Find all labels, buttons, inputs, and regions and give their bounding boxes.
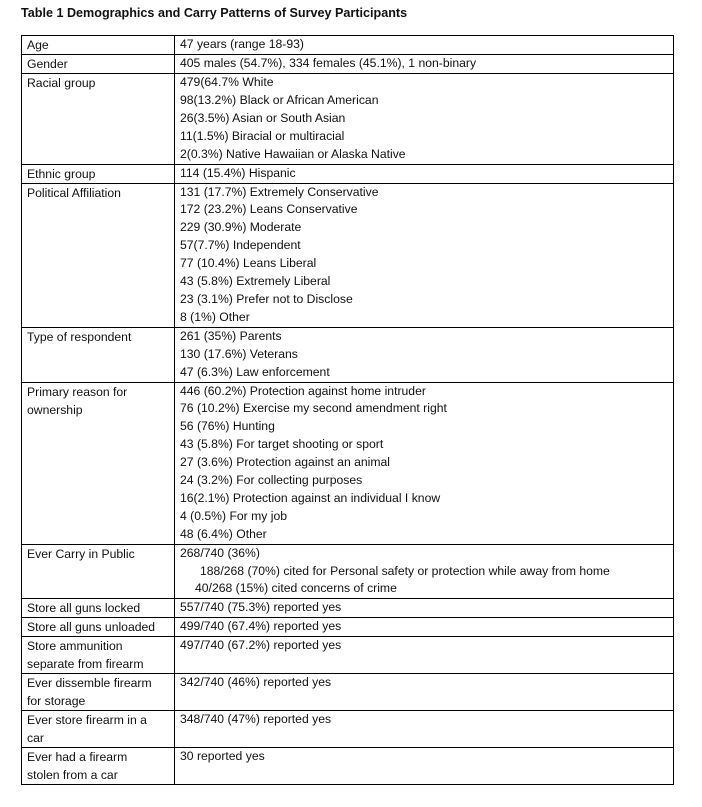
row-label bbox=[22, 674, 175, 711]
value-line: 172 (23.2%) Leans Conservative bbox=[180, 202, 358, 217]
row-value bbox=[175, 599, 674, 618]
row-label: Store all guns unloaded bbox=[22, 618, 175, 637]
value-line: 557/740 (75.3%) reported yes bbox=[180, 600, 342, 615]
value-line: 47 (6.3%) Law enforcement bbox=[180, 364, 330, 379]
row-value bbox=[175, 36, 674, 55]
table-row bbox=[22, 637, 674, 674]
row-label: Gender bbox=[22, 55, 175, 74]
value-line: 479(64.7% White bbox=[180, 75, 274, 89]
value-line: 24 (3.2%) For collecting purposes bbox=[180, 473, 363, 488]
value-line: 446 (60.2%) Protection against home intruder bbox=[180, 383, 426, 398]
table-title: Table 1 Demographics and Carry Patterns of Survey Participants bbox=[21, 6, 408, 20]
value-line: 342/740 (46%) reported yes bbox=[180, 675, 332, 690]
value-line: 43 (5.8%) Extremely Liberal bbox=[180, 274, 331, 289]
value-line: 77 (10.4%) Leans Liberal bbox=[180, 256, 317, 271]
row-label: Type of respondent bbox=[22, 327, 175, 382]
value-line: 348/740 (47%) reported yes bbox=[180, 712, 332, 727]
demographics-table bbox=[21, 35, 674, 785]
value-line: 8 (1%) Other bbox=[180, 309, 250, 324]
label-line: for storage bbox=[27, 694, 86, 709]
table-row bbox=[22, 544, 674, 599]
value-line: 47 years (range 18-93) bbox=[180, 37, 304, 51]
value-line: 30 reported yes bbox=[180, 749, 265, 764]
table-row bbox=[22, 674, 674, 711]
label-line: car bbox=[27, 731, 44, 746]
value-line: 131 (17.7%) Extremely Conservative bbox=[180, 184, 379, 199]
row-value bbox=[175, 544, 674, 599]
value-line: 23 (3.1%) Prefer not to Disclose bbox=[180, 291, 353, 306]
value-line: 229 (30.9%) Moderate bbox=[180, 220, 302, 235]
label-line: Store ammunition bbox=[27, 639, 123, 654]
value-line: 98(13.2%) Black or African American bbox=[180, 92, 379, 107]
label-line: Ever had a firearm bbox=[27, 750, 128, 765]
label-line: separate from firearm bbox=[27, 657, 144, 672]
row-label bbox=[22, 637, 175, 674]
label-line: Primary reason for bbox=[27, 384, 128, 399]
row-value bbox=[175, 164, 674, 183]
value-line: 114 (15.4%) Hispanic bbox=[180, 165, 296, 180]
row-label: Ever Carry in Public bbox=[22, 544, 175, 599]
value-line: 405 males (54.7%), 334 females (45.1%), 1 non-binary bbox=[180, 56, 477, 70]
row-value bbox=[175, 674, 674, 711]
value-line: 130 (17.6%) Veterans bbox=[180, 346, 298, 361]
row-value bbox=[175, 711, 674, 748]
row-value bbox=[175, 327, 674, 382]
label-line: ownership bbox=[27, 402, 83, 417]
value-line: 268/740 (36%) bbox=[180, 545, 260, 560]
table-row bbox=[22, 36, 674, 55]
label-line: stolen from a car bbox=[27, 768, 118, 783]
table-row bbox=[22, 618, 674, 637]
row-value bbox=[175, 382, 674, 544]
value-line: 56 (76%) Hunting bbox=[180, 419, 275, 434]
row-value bbox=[175, 183, 674, 327]
value-line: 261 (35%) Parents bbox=[180, 328, 282, 343]
row-label: Racial group bbox=[22, 74, 175, 165]
table-row bbox=[22, 382, 674, 544]
value-line: 48 (6.4%) Other bbox=[180, 526, 267, 541]
value-line: 497/740 (67.2%) reported yes bbox=[180, 638, 342, 653]
row-value bbox=[175, 74, 674, 165]
value-line: 11(1.5%) Biracial or multiracial bbox=[180, 128, 345, 143]
table-row bbox=[22, 183, 674, 327]
row-value bbox=[175, 618, 674, 637]
value-line: 27 (3.6%) Protection against an animal bbox=[180, 455, 391, 470]
value-line: 4 (0.5%) For my job bbox=[180, 508, 288, 523]
value-line: 188/268 (70%) cited for Personal safety or protection while away from home bbox=[200, 563, 610, 578]
value-line: 43 (5.8%) For target shooting or sport bbox=[180, 437, 384, 452]
value-line: 16(2.1%) Protection against an individual I know bbox=[180, 490, 441, 505]
table-row bbox=[22, 74, 674, 165]
row-label: Ethnic group bbox=[22, 164, 175, 183]
table-row bbox=[22, 711, 674, 748]
label-line: Ever store firearm in a bbox=[27, 713, 147, 728]
row-value bbox=[175, 55, 674, 74]
row-label: Age bbox=[22, 36, 175, 55]
table-row bbox=[22, 164, 674, 183]
row-label bbox=[22, 748, 175, 785]
value-line: 40/268 (15%) cited concerns of crime bbox=[195, 581, 397, 596]
table-row bbox=[22, 748, 674, 785]
table-row bbox=[22, 327, 674, 382]
value-line: 76 (10.2%) Exercise my second amendment right bbox=[180, 401, 447, 416]
label-line: Ever dissemble firearm bbox=[27, 676, 152, 691]
table-row bbox=[22, 55, 674, 74]
row-label bbox=[22, 711, 175, 748]
row-label: Store all guns locked bbox=[22, 599, 175, 618]
table-row bbox=[22, 599, 674, 618]
value-line: 26(3.5%) Asian or South Asian bbox=[180, 110, 346, 125]
value-line: 499/740 (67.4%) reported yes bbox=[180, 619, 342, 634]
value-line: 2(0.3%) Native Hawaiian or Alaska Native bbox=[180, 146, 406, 161]
row-value bbox=[175, 748, 674, 785]
row-label: Political Affiliation bbox=[22, 183, 175, 327]
value-line: 57(7.7%) Independent bbox=[180, 238, 301, 253]
row-label bbox=[22, 382, 175, 544]
row-value bbox=[175, 637, 674, 674]
